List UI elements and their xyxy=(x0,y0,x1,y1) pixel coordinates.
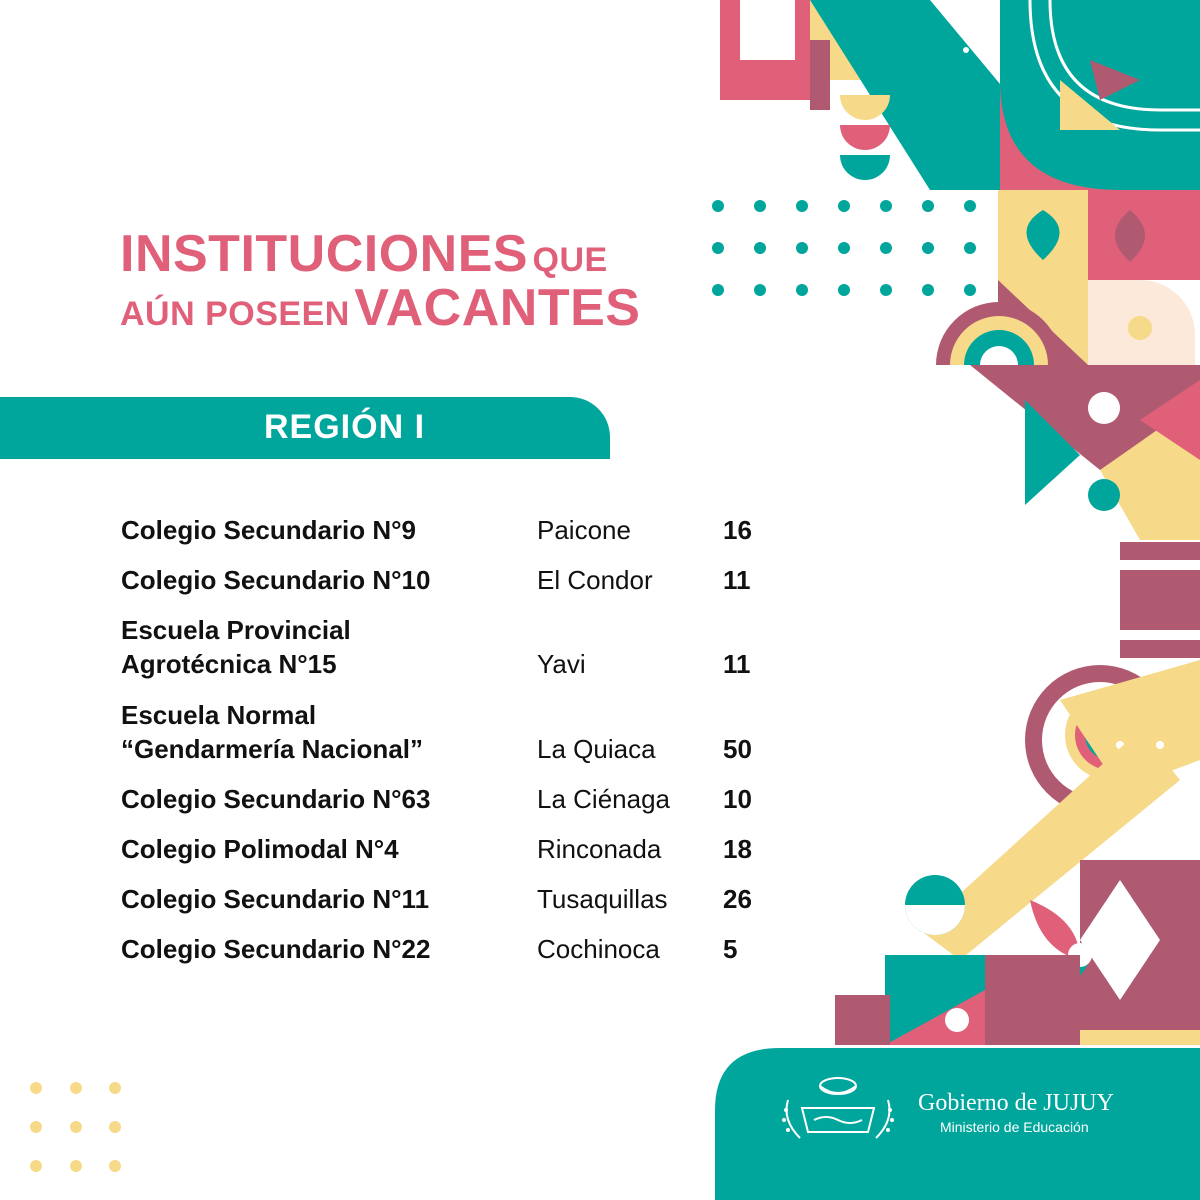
institution-name: Colegio Polimodal N°4 xyxy=(121,834,399,864)
institution-location: Yavi xyxy=(537,649,586,679)
region-label: REGIÓN I xyxy=(264,408,426,446)
ministry-name: Ministerio de Educación xyxy=(940,1119,1089,1135)
institution-name: Colegio Secundario N°22 xyxy=(121,934,431,964)
institution-name: Colegio Secundario N°11 xyxy=(121,884,430,914)
institution-location: El Condor xyxy=(537,565,653,595)
institution-vacancies: 11 xyxy=(723,565,751,595)
decorative-geometric-art xyxy=(700,0,1200,1200)
institution-vacancies: 11 xyxy=(723,649,751,679)
institution-name: Colegio Secundario N°63 xyxy=(121,784,431,814)
title-line2-small: AÚN POSEEN xyxy=(120,295,350,333)
institution-vacancies: 5 xyxy=(723,934,738,964)
institution-name-line2: Agrotécnica N°15 xyxy=(121,649,337,679)
title-line1-small: QUE xyxy=(532,241,608,279)
institution-vacancies: 18 xyxy=(723,834,752,864)
institution-location: Cochinoca xyxy=(537,934,660,964)
org-name: Gobierno de JUJUY xyxy=(918,1090,1114,1116)
title-line1-big: INSTITUCIONES xyxy=(120,225,529,283)
institution-vacancies: 26 xyxy=(723,884,752,914)
jujuy-emblem-icon xyxy=(778,1070,898,1150)
institution-name-line2: “Gendarmería Nacional” xyxy=(121,734,423,764)
decorative-dots xyxy=(20,1070,130,1180)
institution-vacancies: 10 xyxy=(723,784,752,814)
institution-vacancies: 50 xyxy=(723,734,752,764)
institution-name: Colegio Secundario N°10 xyxy=(121,565,431,595)
institution-vacancies: 16 xyxy=(723,515,752,545)
institution-name: Escuela Normal xyxy=(121,700,317,730)
institution-location: Paicone xyxy=(537,515,631,545)
institution-location: Tusaquillas xyxy=(537,884,668,914)
institution-location: Rinconada xyxy=(537,834,662,864)
institution-location: La Ciénaga xyxy=(537,784,670,814)
institution-name: Colegio Secundario N°9 xyxy=(121,515,417,545)
title-line2-big: VACANTES xyxy=(354,279,641,337)
institution-location: La Quiaca xyxy=(537,734,656,764)
institution-name: Escuela Provincial xyxy=(121,615,351,645)
